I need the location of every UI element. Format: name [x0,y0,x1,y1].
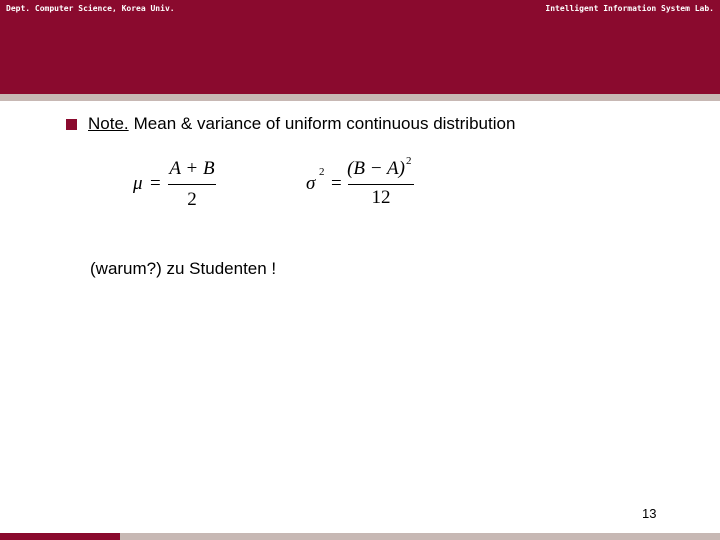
mean-numerator: A + B [169,158,215,179]
variance-numerator-exponent: 2 [406,155,412,167]
variance-numerator: (B − A) [347,158,405,179]
note-text: Mean & variance of uniform continuous distribution [133,114,516,133]
variance-equals: = [331,173,342,194]
mean-symbol: μ [133,173,143,194]
mean-equals: = [150,173,161,194]
square-bullet-icon [66,119,77,130]
variance-exponent: 2 [319,166,325,178]
header-lab-name: Intelligent Information System Lab. [545,4,714,13]
header-department: Dept. Computer Science, Korea Univ. [6,4,175,13]
bullet-note [66,114,515,134]
note-label: Note. [88,114,129,133]
slide-header [0,0,720,94]
mean-denominator: 2 [187,189,197,210]
mean-fraction-bar [168,184,216,185]
variance-symbol: σ [306,173,316,194]
page-number: 13 [642,506,657,521]
variance-fraction-bar [348,184,414,185]
footer-bar-accent [0,533,120,540]
header-stripe [0,94,720,101]
variance-denominator: 12 [371,187,391,208]
remark-text: (warum?) zu Studenten ! [90,259,277,278]
